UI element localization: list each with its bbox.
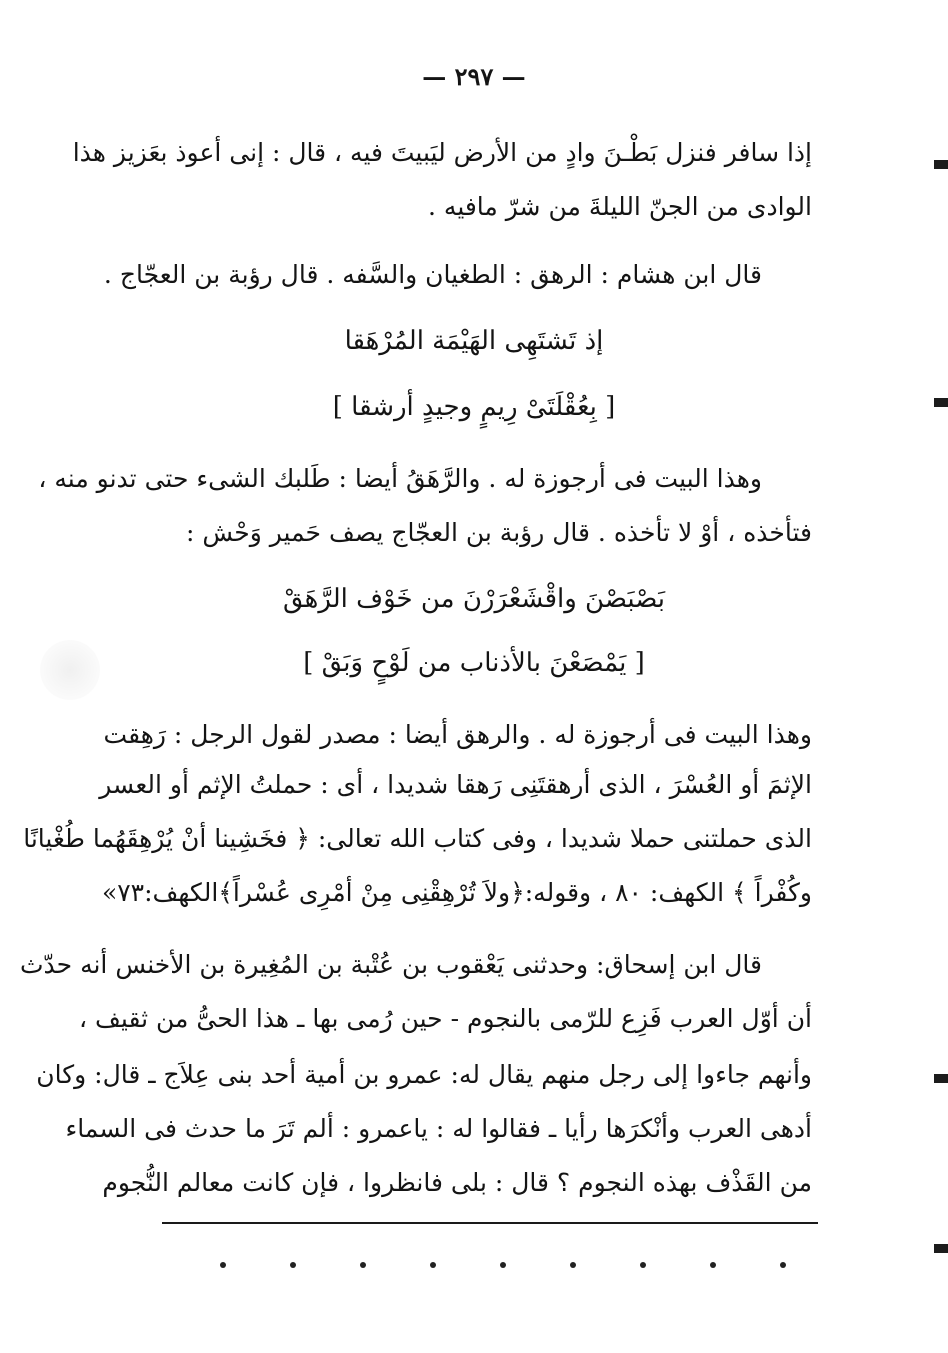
text-line: أن أوّل العرب فَزِع للرّمى بالنجوم - حين رُمى بها ـ هذا الحىُّ من ثقيف ، bbox=[79, 1004, 812, 1033]
scan-edge-mark bbox=[934, 160, 948, 169]
text-line: وهذا البيت فى أرجوزة له . والرَّهَقُ أيضا : طَلبك الشىء حتى تدنو منه ، bbox=[38, 464, 762, 493]
page-number: — ٢٩٧ — bbox=[422, 62, 526, 91]
ornament-dot bbox=[360, 1262, 366, 1268]
text-line: إذا سافر فنزل بَطْـنَ وادٍ من الأرض ليَبيتَ فيه ، قال : إنى أعوذ بعَزيز هذا bbox=[72, 138, 812, 167]
scan-edge-mark bbox=[934, 1074, 948, 1083]
text-line: الإثمَ أو العُسْرَ ، الذى أرهقتَنِى رَهقا شديدا ، أى : حملتُ الإثم أو العسر bbox=[99, 770, 812, 799]
text-line: الوادى من الجنّ الليلةَ من شرّ مافيه . bbox=[428, 192, 812, 221]
ornament-dot bbox=[570, 1262, 576, 1268]
text-line: وهذا البيت فى أرجوزة له . والرهق أيضا : مصدر لقول الرجل : رَهِقت bbox=[103, 720, 812, 749]
ornament-dot bbox=[220, 1262, 226, 1268]
scan-smudge bbox=[40, 640, 100, 700]
ornament-dot bbox=[710, 1262, 716, 1268]
text-line: وأنهم جاءوا إلى رجل منهم يقال له: عمرو بن أمية أحد بنى عِلاَج ـ قال: وكان bbox=[36, 1060, 812, 1089]
text-line: وكُفْراً ﴾ الكهف: ٨٠ ، وقوله:﴿ولاَ تُرْهِقْنِى مِنْ أمْرِى عُسْراً﴾الكهف:٧٣» bbox=[101, 878, 812, 907]
text-line: من القَذْف بهذه النجوم ؟ قال : بلى فانظروا ، فإن كانت معالم النُّجوم bbox=[102, 1168, 812, 1197]
scan-edge-mark bbox=[934, 1244, 948, 1253]
verse-line: [ بِعُقْلَتَىْ رِيمٍ وجيدٍ أرشقا ] bbox=[332, 392, 616, 422]
text-line: قال ابن إسحاق: وحدثنى يَعْقوب بن عُتْبة بن المُغِيرة بن الأخنس أنه حدّث bbox=[20, 950, 762, 979]
verse-line: بَصْبَصْنَ واقْشَعْرَرْنَ من خَوْف الرَّهَقْ bbox=[282, 584, 666, 614]
scan-edge-mark bbox=[934, 398, 948, 407]
ornament-dot bbox=[500, 1262, 506, 1268]
ornament-dot bbox=[430, 1262, 436, 1268]
text-line: قال ابن هشام : الرهق : الطغيان والسَّفه . قال رؤبة بن العجّاج . bbox=[103, 260, 762, 289]
footer-rule bbox=[162, 1222, 818, 1224]
ornament-dot bbox=[780, 1262, 786, 1268]
text-line: الذى حملتنى حملا شديدا ، وفى كتاب الله تعالى: ﴿ فخَشِينا أنْ يُرْهِقَهُما طُغْيانًا bbox=[23, 824, 812, 853]
ornament-dot bbox=[290, 1262, 296, 1268]
verse-line: إذ تَشتَهِى الهَيْمَة المُرْهَقا bbox=[344, 326, 604, 356]
verse-line: [ يَمْصَعْنَ بالأذناب من لَوْحٍ وَبَقْ ] bbox=[303, 648, 645, 678]
text-line: فتأخذه ، أوْ لا تأخذه . قال رؤبة بن العجّاج يصف حَمير وَحْش : bbox=[186, 518, 812, 547]
ornament-dot bbox=[640, 1262, 646, 1268]
text-line: أدهى العرب وأنْكرَها رأيا ـ فقالوا له : ياعمرو : ألم تَرَ ما حدث فى السماء bbox=[65, 1114, 812, 1143]
